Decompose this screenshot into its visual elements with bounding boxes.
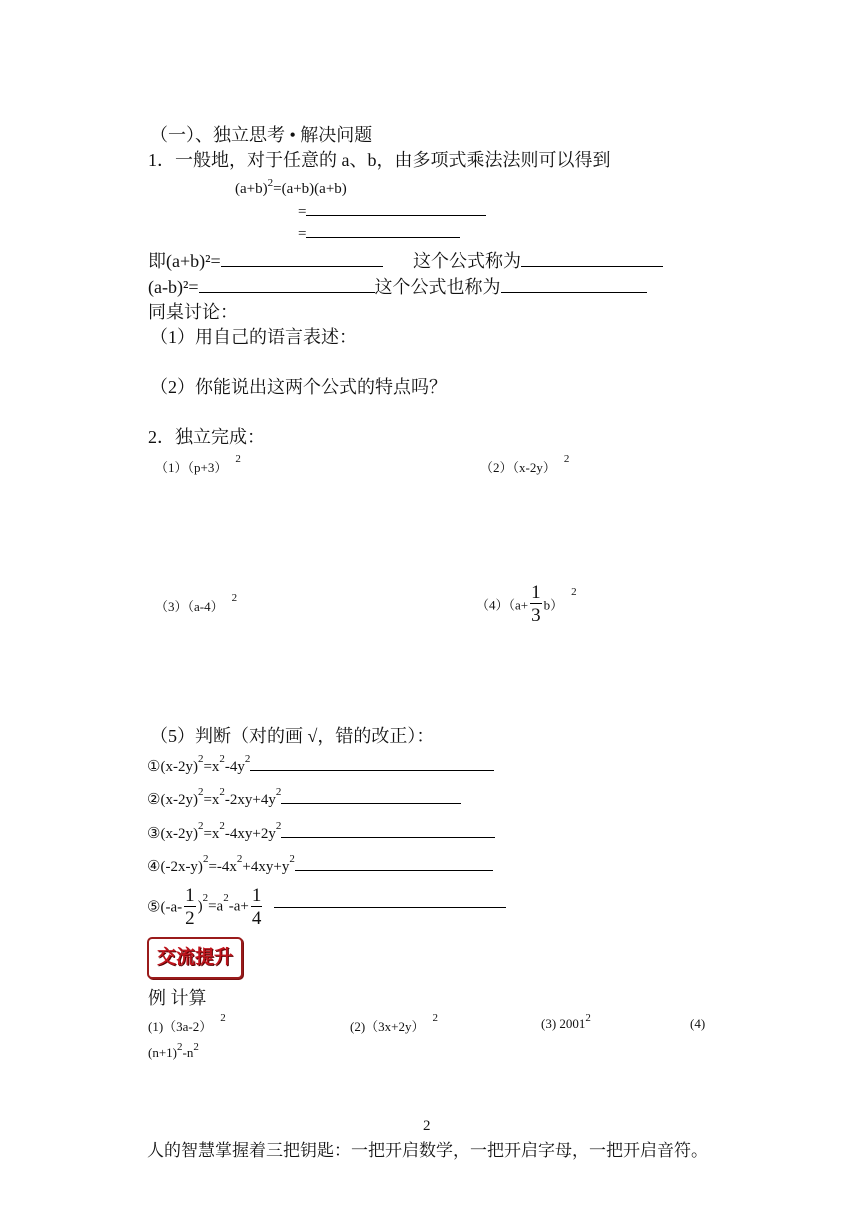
diff-named: 这个公式也称为	[374, 277, 501, 297]
expr: ③(x-2y)	[147, 826, 198, 842]
expr: ②(x-2y)	[147, 792, 198, 808]
answer-blank[interactable]	[295, 869, 493, 871]
expr: ①(x-2y)	[147, 759, 198, 775]
discuss-title: 同桌讨论：	[148, 302, 238, 322]
eq-sign: =	[298, 204, 307, 220]
judge-item-3	[147, 820, 495, 843]
expr: ⑤(-a-	[147, 899, 183, 916]
example-4-label: (4)	[690, 1016, 706, 1031]
expr: -4y	[224, 759, 245, 775]
problem-expr: （3）（a-4）	[155, 599, 224, 614]
exponent: 2	[177, 1041, 183, 1053]
expr: ④(-2x-y)	[147, 859, 203, 875]
answer-blank[interactable]	[281, 836, 495, 838]
exponent: 2	[563, 453, 570, 465]
q2-problem-1	[155, 453, 241, 476]
frac-num: 1	[531, 582, 541, 603]
expr: =x	[203, 792, 220, 808]
diff-formula-line	[148, 273, 647, 299]
expr: =-4x	[208, 859, 237, 875]
frac-num: 1	[185, 885, 195, 906]
problem-expr: （2）（x-2y）	[480, 460, 556, 475]
frac-den: 4	[251, 908, 262, 929]
fraction-one-half	[184, 886, 196, 928]
section-title: （一）、独立思考 • 解决问题	[150, 125, 373, 145]
exponent: 2	[432, 1012, 438, 1024]
exponent: 2	[275, 786, 282, 798]
answer-blank[interactable]	[250, 769, 494, 771]
expr: -a+	[228, 898, 249, 915]
fraction-one-quarter	[251, 886, 263, 928]
exponent: 2	[267, 177, 274, 189]
expr: -2xy+4y	[224, 792, 276, 808]
example-3	[541, 1012, 591, 1032]
judge-item-1	[147, 753, 494, 776]
q1-intro: 1．一般地，对于任意的 a、b，由多项式乘法法则可以得到	[148, 150, 611, 170]
fraction-one-third	[530, 583, 542, 625]
answer-blank[interactable]	[274, 906, 506, 908]
example-4	[148, 1041, 199, 1061]
expand-rhs: =(a+b)(a+b)	[273, 181, 347, 197]
discuss-item-1: （1）用自己的语言表述：	[150, 327, 357, 347]
footer-quote: 人的智慧掌握着三把钥匙：一把开启数学，一把开启字母，一把开启音符。	[147, 1141, 708, 1160]
q2-problem-4	[476, 583, 577, 625]
diff-prefix: (a-b)²=	[148, 277, 199, 297]
expr: =a	[208, 898, 224, 915]
exponent: 2	[571, 586, 577, 598]
problem-expr-tail: b）	[543, 597, 564, 613]
exponent: 2	[289, 853, 295, 865]
answer-blank[interactable]	[306, 214, 486, 216]
exponent: 2	[244, 753, 251, 765]
exponent: 2	[220, 1012, 226, 1024]
page-number: 2	[423, 1118, 431, 1134]
example-2	[350, 1012, 438, 1035]
expr: =x	[203, 826, 220, 842]
expr: (1)（3a-2）	[148, 1019, 213, 1034]
exponent: 2	[202, 853, 209, 865]
exponent: 2	[197, 820, 204, 832]
judge-item-4	[147, 853, 493, 876]
frac-den: 3	[531, 605, 541, 626]
exponent: 2	[275, 820, 282, 832]
exponent: 2	[193, 1041, 199, 1053]
answer-blank[interactable]	[281, 802, 461, 804]
exponent: 2	[219, 820, 225, 832]
q2-problem-2	[480, 453, 570, 476]
judge-item-5	[147, 886, 506, 928]
exponent: 2	[231, 592, 238, 604]
expand-step-2	[298, 226, 460, 243]
expand-line	[235, 177, 347, 198]
exponent: 2	[223, 892, 229, 904]
exponent: 2	[197, 786, 204, 798]
answer-blank[interactable]	[221, 265, 383, 267]
expr: -4xy+2y	[224, 826, 276, 842]
frac-den: 2	[185, 908, 195, 929]
frac-num: 1	[251, 885, 262, 906]
q2-problem-3	[155, 592, 238, 615]
expr: (n+1)	[148, 1045, 177, 1060]
problem-expr: （1）（p+3）	[155, 460, 228, 475]
judge-item-2	[147, 786, 461, 809]
expr: -n	[182, 1045, 194, 1060]
sum-formula-line	[148, 247, 383, 273]
sum-prefix: 即(a+b)²=	[148, 251, 221, 271]
answer-blank[interactable]	[521, 265, 663, 267]
expand-lhs: (a+b)	[235, 181, 268, 197]
expr: +4xy+y	[242, 859, 290, 875]
exponent: 2	[202, 892, 209, 904]
discuss-item-2: （2）你能说出这两个公式的特点吗？	[150, 377, 447, 397]
expr: (2)（3x+2y）	[350, 1019, 425, 1034]
expr: (3) 2001	[541, 1016, 586, 1031]
judge-title: （5）判断（对的画 √，错的改正）：	[150, 726, 435, 746]
eq-sign: =	[298, 226, 307, 242]
expand-step-1	[298, 204, 486, 221]
answer-blank[interactable]	[306, 236, 460, 238]
example-1	[148, 1012, 226, 1035]
exchange-badge	[147, 937, 243, 979]
exponent: 2	[236, 853, 243, 865]
expr: )	[197, 898, 203, 915]
exponent: 2	[219, 753, 225, 765]
exponent: 2	[197, 753, 204, 765]
sum-named: 这个公式称为	[413, 251, 521, 271]
exponent: 2	[235, 453, 241, 465]
sum-name-line	[413, 247, 663, 273]
answer-blank[interactable]	[199, 291, 375, 293]
badge-label: 交流提升	[156, 946, 233, 968]
q2-title: 2．独立完成：	[148, 427, 265, 447]
answer-blank[interactable]	[501, 291, 647, 293]
exponent: 2	[219, 786, 225, 798]
expr: =x	[203, 759, 220, 775]
problem-expr: （4）（a+	[476, 597, 529, 613]
example-title: 例 计算	[148, 988, 207, 1008]
exponent: 2	[585, 1012, 591, 1024]
